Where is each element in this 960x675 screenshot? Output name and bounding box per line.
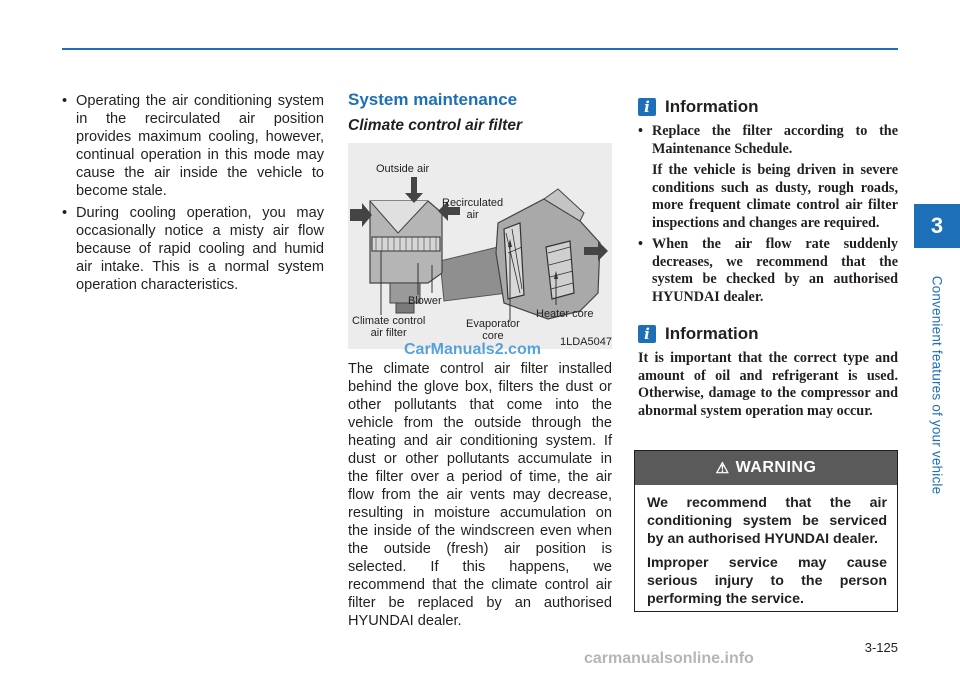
warning-header [635,451,897,485]
bullet-item: • During cooling operation, you may occasionally notice a misty air flow because of rapid cooling and humid air intake. This is a normal system operation characteristics. [62,204,324,294]
warning-box [634,450,898,612]
subsection-title: Climate control air filter [348,117,522,134]
info-bullet [638,236,898,306]
info-box-1 [638,123,898,310]
label-evaporator-core: Evaporator core [466,318,520,342]
watermark-link[interactable]: CarManuals2.com [404,341,541,358]
chapter-number-tab: 3 [914,204,960,248]
label-outside-air: Outside air [376,163,430,175]
warning-title: WARNING [735,459,817,476]
info-box-2: It is important that the correct type and amount of oil and refrigerant is used. Otherwise, damage to the compressor and abnormal system operation may occur. [638,350,898,419]
info-text: If the vehicle is being driven in severe conditions such as dusty, rough roads, more frequent climate control air filter inspections and changes are required. [652,162,898,231]
info-text: • When the air flow rate suddenly decreases, we recommend that the system be checked by an authorised HYUNDAI dealer. [652,236,898,305]
warning-paragraph: Improper service may cause serious injury to the person performing the service. [647,555,887,607]
chapter-title: Convenient features of your vehicle [929,275,945,495]
information-icon: i [638,325,656,343]
figure-code: 1LDA5047 [560,336,612,348]
bullet-item: • Operating the air conditioning system in the recirculated air position provides maximum cooling, however, continual operation in this mode may cause the air inside the vehicle to become stale. [62,92,324,200]
label-climate-filter: Climate control air filter [352,315,426,339]
warning-paragraph: We recommend that the air conditioning system be serviced by an authorised HYUNDAI dealer. [647,495,887,547]
info-title: Information [665,97,759,116]
info-bullet [638,123,898,232]
info-heading-1 [638,97,759,117]
label-recirculated-air: Recirculated air [442,197,504,221]
info-text: • Replace the filter according to the Maintenance Schedule. [652,123,898,157]
column-1 [62,92,324,298]
warning-triangle-icon: ⚠ [715,460,730,477]
header-rule [62,48,898,50]
label-blower: Blower [408,295,442,307]
label-heater-core: Heater core [536,308,594,320]
section-title: System maintenance [348,90,518,109]
information-icon: i [638,98,656,116]
air-filter-figure [348,143,612,349]
filter-description: The climate control air filter installed behind the glove box, filters the dust or other pollutants that come into the vehicle from the outside through the heating and air conditioning system. If dust or other pollutants accumulate in the filter over a period of time, the air flow from the air vents may decrease, resulting in moisture accumulation on the inside of the windscreen even when the outside (fresh) air position is selected. If this happens, we recommend that the climate control air filter be replaced by an authorised HYUNDAI dealer. [348,361,612,629]
info-title: Information [665,324,759,343]
page-number: 3-125 [864,640,898,655]
bottom-watermark: carmanualsonline.info [584,650,754,667]
warning-body [647,494,887,614]
info-heading-2 [638,324,759,344]
